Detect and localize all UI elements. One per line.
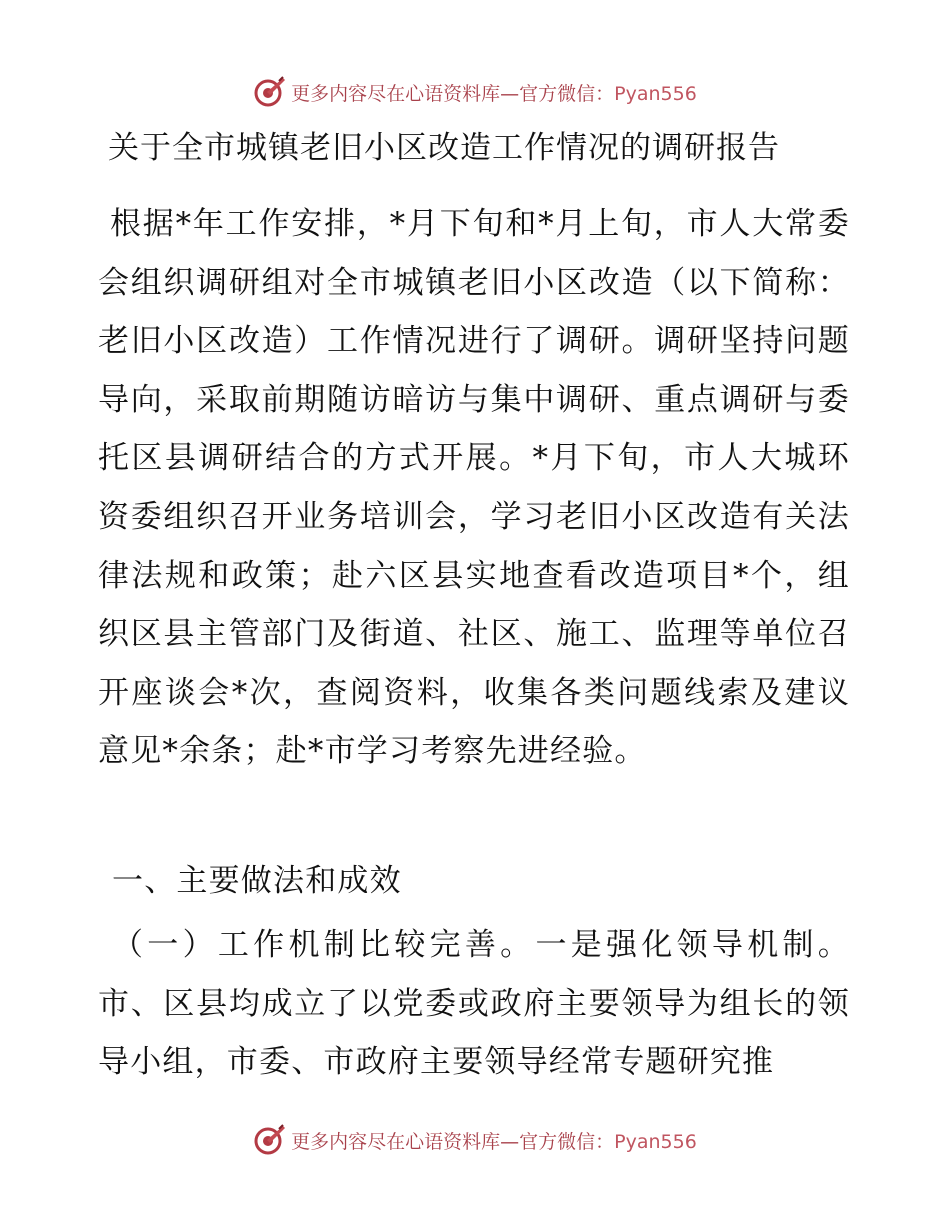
watermark-prefix: 更多内容尽在心语资料库—官方微信： <box>291 1130 615 1153</box>
watermark-prefix: 更多内容尽在心语资料库—官方微信： <box>291 82 615 105</box>
document-title: 关于全市城镇老旧小区改造工作情况的调研报告 <box>108 130 780 166</box>
red-pen-circle-logo-icon <box>253 75 287 109</box>
watermark-account: Pyan556 <box>614 82 697 105</box>
red-pen-circle-logo-icon <box>253 1123 287 1157</box>
watermark-footer <box>0 1120 950 1160</box>
watermark-text <box>291 79 697 106</box>
watermark-header <box>0 72 950 112</box>
watermark-text <box>291 1127 697 1154</box>
intro-paragraph: 根据*年工作安排，*月下旬和*月上旬，市人大常委会组织调研组对全市城镇老旧小区改造（以下简称：老旧小区改造）工作情况进行了调研。调研坚持问题导向，采取前期随访暗访与集中调研、重点调研与委托区县调研结合的方式开展。*月下旬，市人大城环资委组织召开业务培训会，学习老旧小区改造有关法律法规和政策；赴六区县实地查看改造项目*个，组织区县主管部门及街道、社区、施工、监理等单位召开座谈会*次，查阅资料，收集各类问题线索及建议意见*余条；赴*市学习考察先进经验。 <box>98 206 850 770</box>
watermark-account: Pyan556 <box>614 1130 697 1153</box>
section-heading: 一、主要做法和成效 <box>112 863 402 899</box>
body-paragraph: （一）工作机制比较完善。一是强化领导机制。市、区县均成立了以党委或政府主要领导为组长的领导小组，市委、市政府主要领导经常专题研究推 <box>98 927 850 1081</box>
